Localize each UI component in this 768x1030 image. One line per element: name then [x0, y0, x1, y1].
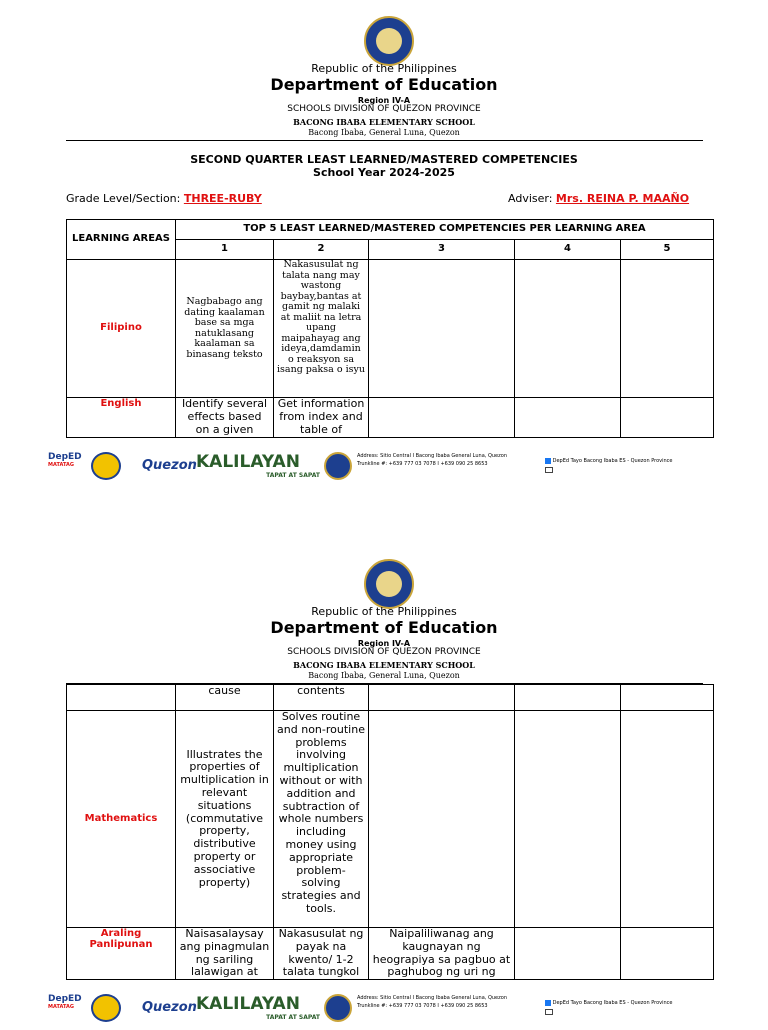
department-title: Department of Education — [270, 75, 498, 94]
facebook-icon — [545, 1000, 551, 1006]
mathematics-competency-2: Solves routine and non-routine problems involving multiplication without or with addition and subtraction of whole numbers including money using appropriate problem-solving strategies and tools. — [274, 711, 369, 928]
page-1 — [0, 0, 768, 512]
school-year: School Year 2024-2025 — [313, 166, 455, 179]
english-competency-2: Get information from index and table of — [274, 398, 369, 438]
area-english-continued — [67, 685, 176, 711]
kalilayan-logo-icon: KALILAYAN TAPAT AT SAPAT — [196, 994, 320, 1021]
filipino-competency-3 — [369, 260, 515, 398]
school-address: Bacong Ibaba, General Luna, Quezon — [308, 671, 460, 680]
footer-contact — [357, 452, 507, 468]
deped-seal-icon — [364, 16, 414, 66]
grade-level-line — [66, 192, 262, 205]
school-logo-icon — [324, 994, 352, 1022]
mathematics-competency-4 — [515, 711, 621, 928]
header-col-3: 3 — [369, 240, 515, 260]
email-icon — [545, 1009, 553, 1015]
school-address: Bacong Ibaba, General Luna, Quezon — [308, 128, 460, 137]
filipino-competency-2: Nakasusulat ng talata nang may wastong baybay,bantas at gamit ng malaki at maliit na letra upang maipahayag ang ideya,damdamin o reaksyon sa isang paksa o isyu — [274, 260, 369, 398]
footer-facebook[interactable]: DepEd Tayo Bacong Ibaba ES - Quezon Province — [552, 458, 673, 464]
english-competency-2-continued: contents — [274, 685, 369, 711]
bagong-pilipinas-logo-icon — [91, 452, 121, 480]
area-english: English — [67, 398, 176, 438]
header-col-1: 1 — [176, 240, 274, 260]
region-text: Region IV-A — [357, 96, 411, 105]
english-competency-4 — [515, 398, 621, 438]
footer-2 — [48, 990, 748, 1030]
region-text: Region IV-A — [357, 639, 411, 648]
footer-facebook[interactable]: DepEd Tayo Bacong Ibaba ES - Quezon Province — [552, 1000, 673, 1006]
footer-social — [545, 457, 673, 475]
area-filipino: Filipino — [67, 260, 176, 398]
school-name: BACONG IBABA ELEMENTARY SCHOOL — [293, 660, 475, 670]
area-araling-panlipunan: Araling Panlipunan — [67, 928, 176, 980]
school-logo-icon — [324, 452, 352, 480]
mathematics-competency-5 — [621, 711, 714, 928]
footer-trunkline: Trunkline #: +639 777 03 7078 I +639 090 25 8653 — [357, 1003, 488, 1009]
deped-matatag-logo-icon: DepED MATATAG — [48, 452, 82, 468]
header-col-4: 4 — [515, 240, 621, 260]
division-text: SCHOOLS DIVISION OF QUEZON PROVINCE — [287, 647, 481, 657]
division-text: SCHOOLS DIVISION OF QUEZON PROVINCE — [287, 104, 481, 114]
footer-address: Address: Sitio Central I Bacong Ibaba General Luna, Quezon — [357, 995, 507, 1001]
table-row-araling-panlipunan — [67, 928, 714, 980]
kalilayan-logo-icon: KALILAYAN TAPAT AT SAPAT — [196, 452, 320, 479]
footer-contact — [357, 994, 507, 1010]
header-top5: TOP 5 LEAST LEARNED/MASTERED COMPETENCIES PER LEARNING AREA — [176, 220, 714, 240]
filipino-competency-1: Nagbabago ang dating kaalaman base sa mga natuklasang kaalaman sa binasang teksto — [176, 260, 274, 398]
deped-matatag-logo-icon: DepED MATATAG — [48, 994, 82, 1010]
area-mathematics: Mathematics — [67, 711, 176, 928]
grade-value: THREE-RUBY — [183, 192, 262, 205]
republic-text: Republic of the Philippines — [311, 62, 457, 75]
quezon-logo-icon: Quezon — [142, 458, 197, 473]
araling-competency-5 — [621, 928, 714, 980]
footer-social — [545, 999, 673, 1017]
araling-competency-4 — [515, 928, 621, 980]
footer-address: Address: Sitio Central I Bacong Ibaba General Luna, Quezon — [357, 453, 507, 459]
quezon-logo-icon: Quezon — [142, 1000, 197, 1015]
header-learning-areas: LEARNING AREAS — [67, 220, 176, 260]
english-competency-1: Identify several effects based on a given — [176, 398, 274, 438]
mathematics-competency-1: Illustrates the properties of multiplication in relevant situations (commutative property, distributive property or associative property) — [176, 711, 274, 928]
araling-competency-3: Naipaliliwanag ang kaugnayan ng heograpiya sa pagbuo at paghubog ng uri ng — [369, 928, 515, 980]
araling-competency-1: Naisasalaysay ang pinagmulan ng sariling lalawigan at — [176, 928, 274, 980]
adviser-label: Adviser: — [508, 192, 556, 205]
department-title: Department of Education — [270, 618, 498, 637]
school-name: BACONG IBABA ELEMENTARY SCHOOL — [293, 117, 475, 127]
table-row-filipino — [67, 260, 714, 398]
table-row-english — [67, 398, 714, 438]
page-2 — [0, 512, 768, 1024]
grade-label: Grade Level/Section: — [66, 192, 184, 205]
quarter-title: SECOND QUARTER LEAST LEARNED/MASTERED COMPETENCIES — [190, 153, 578, 166]
table-row-english-continued — [67, 685, 714, 711]
footer-trunkline: Trunkline #: +639 777 03 7078 I +639 090 25 8653 — [357, 461, 488, 467]
araling-competency-2: Nakasusulat ng payak na kwento/ 1-2 talata tungkol — [274, 928, 369, 980]
facebook-icon — [545, 458, 551, 464]
footer-1 — [48, 448, 748, 488]
filipino-competency-5 — [621, 260, 714, 398]
header-col-2: 2 — [274, 240, 369, 260]
email-icon — [545, 467, 553, 473]
mathematics-competency-3 — [369, 711, 515, 928]
english-competency-1-continued: cause — [176, 685, 274, 711]
filipino-competency-4 — [515, 260, 621, 398]
header-divider — [66, 140, 703, 141]
adviser-value: Mrs. REINA P. MAAÑO — [555, 192, 690, 205]
adviser-line — [508, 192, 689, 205]
english-competency-3 — [369, 398, 515, 438]
republic-text: Republic of the Philippines — [311, 605, 457, 618]
deped-seal-icon — [364, 559, 414, 609]
header-col-5: 5 — [621, 240, 714, 260]
table-row-mathematics — [67, 711, 714, 928]
english-competency-5 — [621, 398, 714, 438]
bagong-pilipinas-logo-icon — [91, 994, 121, 1022]
competencies-table — [66, 219, 714, 438]
competencies-table-continued — [66, 684, 714, 980]
